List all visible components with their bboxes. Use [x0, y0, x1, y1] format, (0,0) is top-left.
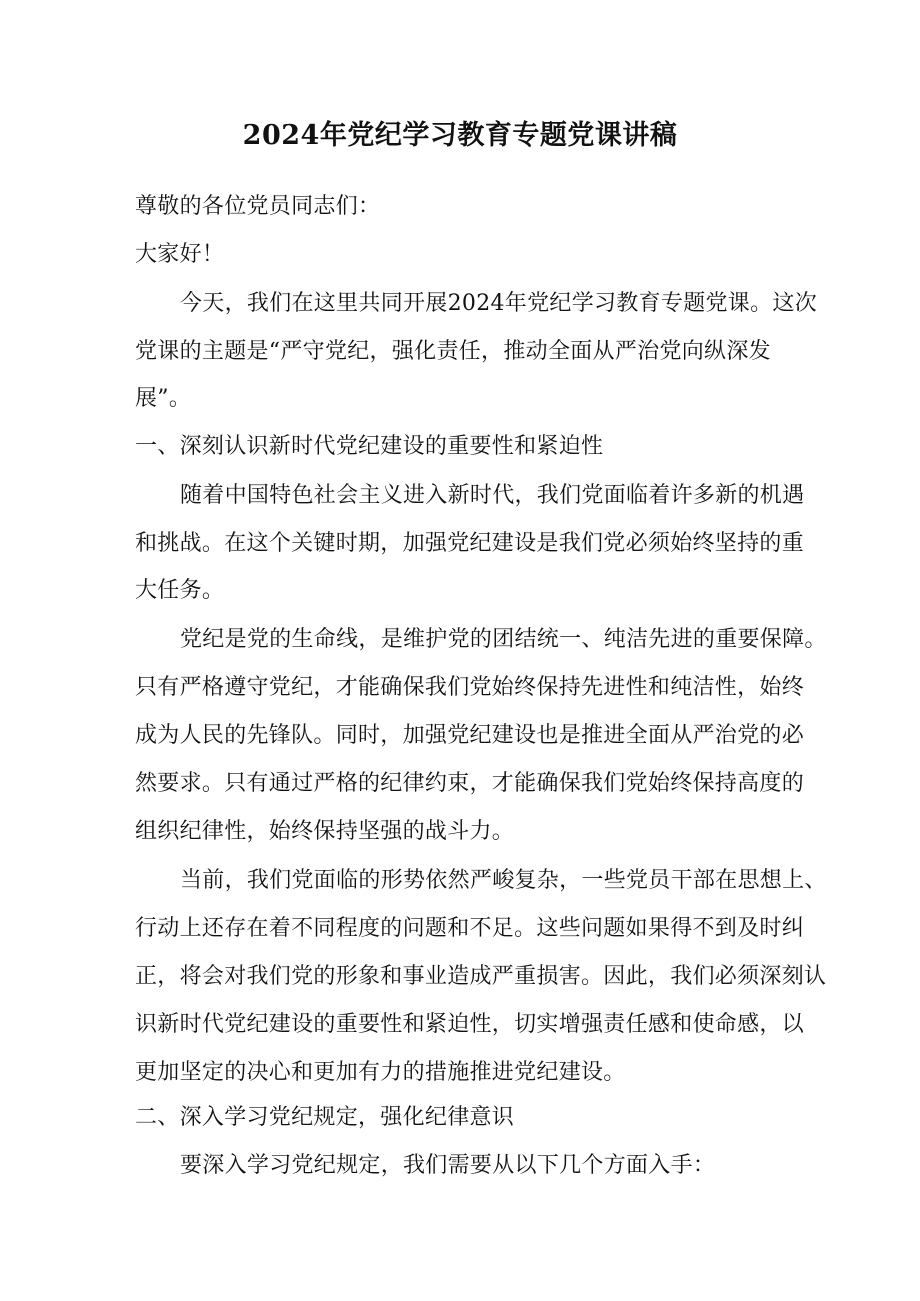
paragraph-line: 更加坚定的决心和更加有力的措施推进党纪建设。 — [135, 1060, 626, 1085]
paragraph-line: 只有严格遵守党纪，才能确保我们党始终保持先进性和纯洁性，始终 — [135, 675, 805, 700]
paragraph-line: 党纪是党的生命线，是维护党的团结统一、纯洁先进的重要保障。 — [180, 627, 827, 652]
paragraph-line: 党课的主题是“严守党纪，强化责任，推动全面从严治党向纵深发 — [135, 339, 771, 364]
paragraph-line: 成为人民的先锋队。同时，加强党纪建设也是推进全面从严治党的必 — [135, 723, 805, 748]
salutation: 尊敬的各位党员同志们： — [135, 194, 381, 219]
section-heading: 二、深入学习党纪规定，强化纪律意识 — [135, 1105, 515, 1130]
paragraph-line: 组织纪律性，始终保持坚强的战斗力。 — [135, 819, 515, 844]
document-title: 2024年党纪学习教育专题党课讲稿 — [242, 120, 678, 151]
paragraph-line: 大任务。 — [135, 578, 225, 603]
paragraph-line: 要深入学习党纪规定，我们需要从以下几个方面入手： — [180, 1153, 716, 1178]
paragraph-line: 今天，我们在这里共同开展2024年党纪学习教育专题党课。这次 — [180, 291, 817, 316]
paragraph-line: 识新时代党纪建设的重要性和紧迫性，切实增强责任感和使命感，以 — [135, 1012, 805, 1037]
paragraph-line: 正，将会对我们党的形象和事业造成严重损害。因此，我们必须深刻认 — [135, 964, 827, 989]
paragraph-line: 行动上还存在着不同程度的问题和不足。这些问题如果得不到及时纠 — [135, 916, 805, 941]
paragraph-line: 随着中国特色社会主义进入新时代，我们党面临着许多新的机遇 — [180, 483, 805, 508]
paragraph-line: 展”。 — [135, 386, 192, 411]
greeting: 大家好！ — [135, 242, 225, 267]
paragraph-line: 和挑战。在这个关键时期，加强党纪建设是我们党必须始终坚持的重 — [135, 531, 805, 556]
paragraph-line: 然要求。只有通过严格的纪律约束，才能确保我们党始终保持高度的 — [135, 771, 805, 796]
section-heading: 一、深刻认识新时代党纪建设的重要性和紧迫性 — [135, 434, 604, 459]
paragraph-line: 当前，我们党面临的形势依然严峻复杂，一些党员干部在思想上、 — [180, 868, 827, 893]
